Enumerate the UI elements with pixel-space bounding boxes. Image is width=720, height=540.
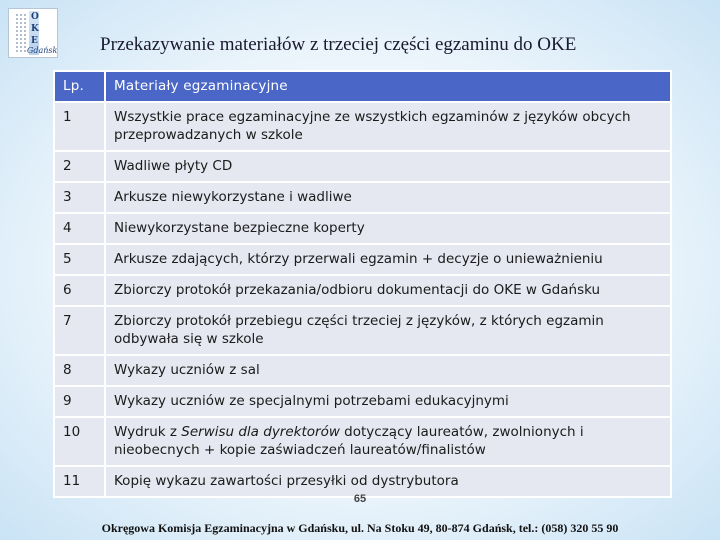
row-number: 11 <box>54 466 105 497</box>
row-number: 3 <box>54 182 105 213</box>
row-text: Arkusze zdających, którzy przerwali egzamin + decyzje o unieważnieniu <box>105 244 671 275</box>
table-row <box>54 151 671 182</box>
table-row <box>54 417 671 466</box>
row-number: 9 <box>54 386 105 417</box>
logo-city: Gdańsk <box>27 46 58 55</box>
row-number: 10 <box>54 417 105 466</box>
row-text: Wszystkie prace egzaminacyjne ze wszystkich egzaminów z języków obcych przeprowadzanych w szkole <box>105 102 671 151</box>
table-row <box>54 213 671 244</box>
row-text: Zbiorczy protokół przebiegu części trzeciej z języków, z których egzamin odbywała się w szkole <box>105 306 671 355</box>
header-lp: Lp. <box>54 71 105 102</box>
table-row <box>54 386 671 417</box>
row-number: 6 <box>54 275 105 306</box>
oke-logo <box>8 8 58 58</box>
row-text-after: dotyczący laureatów, zwolnionych i nieobecnych + kopie zaświadczeń laureatów/finalistów <box>114 424 584 458</box>
logo-letter-o: O <box>31 12 39 22</box>
row-text-italic: Serwisu dla dyrektorów <box>181 424 340 440</box>
row-number: 2 <box>54 151 105 182</box>
row-number: 8 <box>54 355 105 386</box>
table-row <box>54 244 671 275</box>
table-header-row <box>54 71 671 102</box>
logo-letter-k: K <box>31 24 39 34</box>
header-materials: Materiały egzaminacyjne <box>105 71 671 102</box>
table-row <box>54 355 671 386</box>
row-text-before: Wydruk z <box>114 424 182 440</box>
logo-letter-e: E <box>31 36 38 46</box>
row-number: 1 <box>54 102 105 151</box>
table-row <box>54 102 671 151</box>
page-title: Przekazywanie materiałów z trzeciej części egzaminu do OKE <box>100 34 577 55</box>
row-text: Arkusze niewykorzystane i wadliwe <box>105 182 671 213</box>
row-number: 4 <box>54 213 105 244</box>
table-row <box>54 182 671 213</box>
row-text: Wykazy uczniów z sal <box>105 355 671 386</box>
footer-address: Okręgowa Komisja Egzaminacyjna w Gdańsku, ul. Na Stoku 49, 80-874 Gdańsk, tel.: (058) 320 55 90 <box>101 521 619 535</box>
row-text: Wykazy uczniów ze specjalnymi potrzebami edukacyjnymi <box>105 386 671 417</box>
table-row <box>54 306 671 355</box>
row-text: Wadliwe płyty CD <box>105 151 671 182</box>
logo-dot-pattern <box>15 13 27 53</box>
materials-table <box>53 70 672 498</box>
table-row <box>54 275 671 306</box>
row-number: 5 <box>54 244 105 275</box>
row-text: Zbiorczy protokół przekazania/odbioru dokumentacji do OKE w Gdańsku <box>105 275 671 306</box>
row-text: Niewykorzystane bezpieczne koperty <box>105 213 671 244</box>
page-number: 65 <box>353 493 367 505</box>
row-text: Kopię wykazu zawartości przesyłki od dystrybutora <box>105 466 671 497</box>
row-number: 7 <box>54 306 105 355</box>
row-text <box>105 417 671 466</box>
